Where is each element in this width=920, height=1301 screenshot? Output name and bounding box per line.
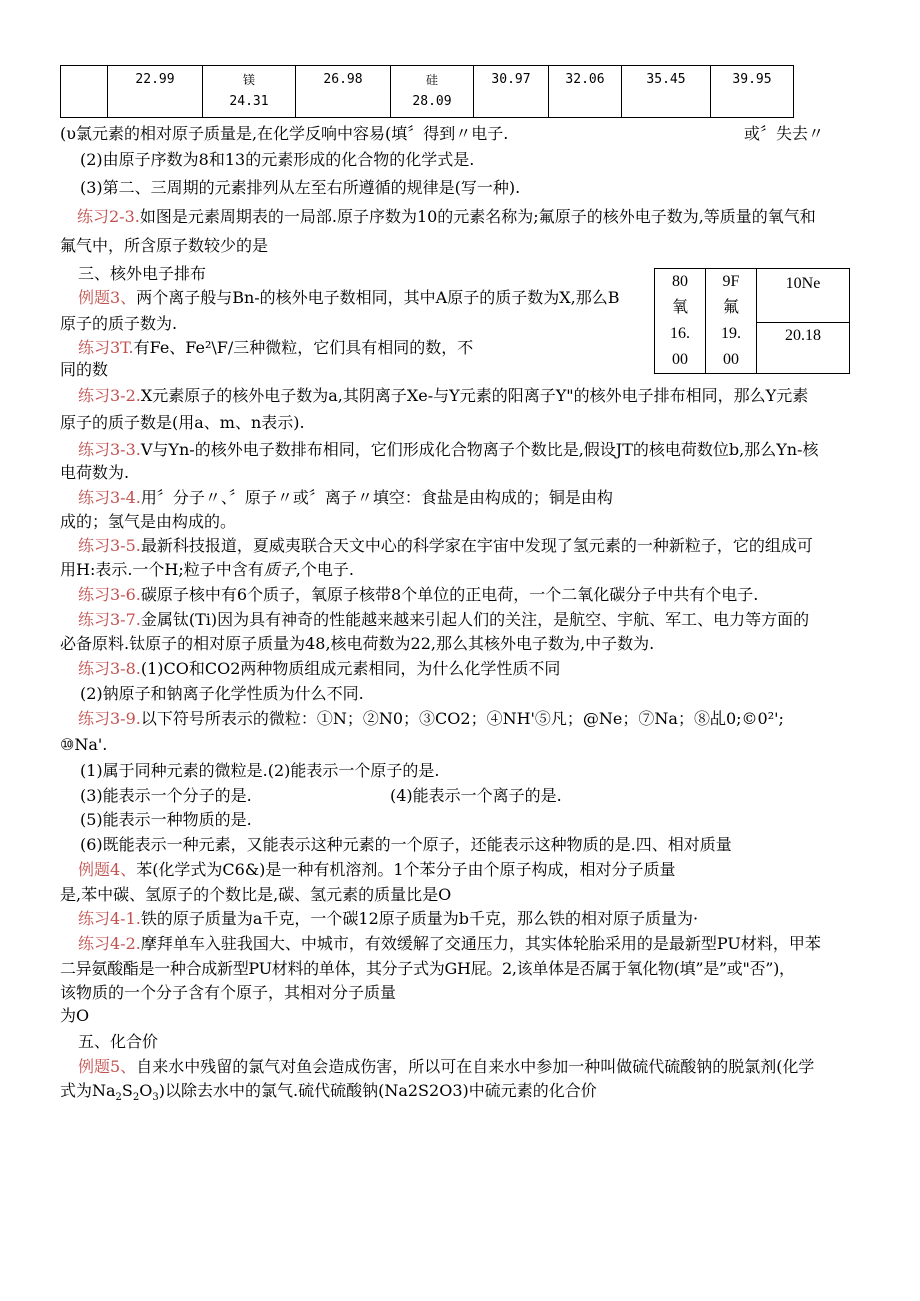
example-5 — [78, 1054, 868, 1080]
exercise-2-3 — [77, 204, 867, 230]
atomic-mass: 00 — [672, 351, 688, 368]
example-5-cont — [60, 1078, 860, 1111]
element-mass: 28.09 — [412, 94, 452, 109]
exercise-label: 练习3-9. — [78, 709, 141, 728]
example-text: 苯(化学式为C6&)是一种有机溶剂。1个苯分子由个原子构成，相对分子质量 — [136, 860, 676, 879]
exercise-3-4-cont: 成的；氢气是由构成的。 — [60, 512, 237, 531]
table-cell: 30.97 — [474, 66, 549, 118]
exercise-label: 练习3-6. — [78, 585, 141, 604]
question-1 — [60, 121, 860, 147]
question-3: (3)第二、三周期的元素排列从左至右所遵循的规律是(写一种). — [80, 178, 521, 197]
exercise-text: ,个电子. — [295, 560, 354, 579]
exercise-text: 金属钛(Ti)因为具有神奇的性能越来越来引起人们的关注，是航空、宇航、军工、电力等方面的 — [140, 610, 810, 629]
exercise-3-3-cont: 电荷数为. — [60, 463, 130, 482]
exercise-3-2-cont: 原子的质子数是(用a、m、n表示). — [60, 413, 305, 432]
exercise-3-5 — [78, 533, 868, 559]
exercise-text: V与Yn-的核外电子数排布相同，它们形成化合物离子个数比是,假设JT的核电荷数位b,那么Yn-核 — [140, 440, 819, 459]
question-1-option: 或〞失去〃 — [744, 124, 825, 143]
exercise-label: 练习3-4. — [78, 488, 141, 507]
exercise-text-italic: 质子 — [263, 560, 296, 579]
exercise-text: 有Fe、Fe²\F/三种微粒，它们具有相同的数，不 — [133, 338, 474, 357]
element-name: 氟 — [722, 299, 739, 316]
atomic-mass: 16. — [670, 325, 690, 342]
atomic-number: 10Ne — [785, 275, 821, 292]
subscript: 2 — [132, 1092, 140, 1104]
atomic-number: 9F — [722, 273, 740, 290]
table-cell: 32.06 — [549, 66, 622, 118]
exercise-3-9-cont: ⑩Na'. — [60, 735, 108, 754]
atomic-mass: 20.18 — [785, 326, 821, 344]
exercise-label: 练习3-7. — [78, 610, 141, 629]
exercise-3-8-q2: (2)钠原子和钠离子化学性质为什么不同. — [80, 684, 364, 703]
section-heading-3: 三、核外电子排布 — [78, 264, 207, 283]
table-cell: 26.98 — [296, 66, 391, 118]
exercise-label: 练习3-3. — [78, 440, 141, 459]
exercise-3-9-q3: (3)能表示一个分子的是. — [80, 786, 252, 805]
exercise-4-2 — [78, 931, 868, 957]
atomic-number: 80 — [672, 273, 688, 290]
table-cell: 22.99 — [108, 66, 203, 118]
element-mass-table — [60, 65, 794, 118]
element-mass: 24.31 — [229, 94, 269, 109]
atomic-mass: 19. — [721, 325, 741, 342]
exercise-3-7-cont: 必备原料.钛原子的相对原子质量为48,核电荷数为22,那么其核外电子数为,中子数为. — [60, 634, 655, 653]
exercise-text: 碳原子核中有6个质子，氧原子核带8个单位的正电荷，一个二氧化碳分子中共有个电子. — [140, 585, 759, 604]
table-cell: 39.95 — [711, 66, 794, 118]
exercise-text: (1)CO和CO2两种物质组成元素相同，为什么化学性质不同 — [140, 659, 561, 678]
exercise-3-2 — [78, 383, 868, 409]
example-4-cont: 是,苯中碳、氢原子的个数比是,碳、氢元素的质量比是O — [60, 885, 452, 904]
element-name: 硅 — [425, 73, 438, 87]
exercise-3-4 — [78, 485, 878, 511]
exercise-3-9-q4: (4)能表示一个离子的是. — [390, 786, 562, 805]
example-text: 式为Na — [60, 1081, 116, 1100]
exercise-4-2-cont: 二异氨酸酯是一种合成新型PU材料的单体，其分子式为GH屁。2,该单体是否属于氧化物(填”是”或"否”)， — [60, 959, 795, 978]
exercise-text: 最新科技报道，夏威夷联合天文中心的科学家在宇宙中发现了氢元素的一种新粒子，它的组成可 — [140, 536, 813, 555]
section-heading-5: 五、化合价 — [78, 1032, 159, 1051]
subscript: 2 — [115, 1092, 122, 1104]
example-3-cont: 原子的质子数为. — [60, 314, 178, 333]
exercise-text: 用〞分子〃、〞原子〃或〞离子〃填空：食盐是由构成的；铜是由构 — [140, 488, 613, 507]
exercise-text: 用H:表示.一个H;粒子中含有 — [60, 560, 264, 579]
atomic-mass: 00 — [723, 351, 739, 368]
exercise-3-6 — [78, 582, 868, 608]
exercise-text: 以下符号所表示的微粒：①N；②N0；③CO2；④NH'⑤凡；@Ne；⑦Na；⑧乩0;©0²'; — [140, 709, 784, 728]
example-label: 例题5、 — [78, 1057, 137, 1076]
exercise-3-1-cont: 同的数 — [60, 360, 109, 379]
example-text: S — [121, 1081, 133, 1100]
example-text: )以除去水中的氯气.硫代硫酸钠(Na2S2O3)中硫元素的化合价 — [158, 1081, 597, 1100]
question-2: (2)由原子序数为8和13的元素形成的化合物的化学式是. — [80, 150, 475, 169]
exercise-label: 练习4-1. — [78, 909, 141, 928]
exercise-label: 练习2-3. — [77, 207, 140, 226]
table-cell — [203, 66, 296, 118]
example-3 — [78, 285, 648, 311]
example-text: O — [139, 1081, 153, 1100]
exercise-3-8 — [78, 656, 878, 682]
exercise-text: X元素原子的核外电子数为a,其阴离子Xe-与Y元素的阳离子Y"的核外电子排布相同，那么Y元素 — [140, 386, 809, 405]
exercise-3-7 — [78, 607, 868, 633]
exercise-4-1 — [78, 906, 878, 932]
exercise-text: 如图是元素周期表的一局部.原子序数为10的元素名称为;氟原子的核外电子数为,等质量的氧气和 — [139, 207, 816, 226]
example-4 — [78, 857, 878, 883]
exercise-3-9-q6: (6)既能表示一种元素，又能表示这种元素的一个原子，还能表示这种物质的是.四、相对质量 — [80, 835, 732, 854]
exercise-label: 练习3-2. — [78, 386, 141, 405]
exercise-4-2-cont3: 为O — [60, 1006, 90, 1025]
element-name: 氧 — [671, 299, 688, 316]
exercise-3-5-cont — [60, 557, 860, 583]
exercise-label: 练习4-2. — [78, 934, 141, 953]
element-cell-neon — [757, 269, 850, 323]
exercise-2-3-cont: 氟气中，所含原子数较少的是 — [60, 236, 269, 255]
table-cell-empty — [61, 66, 108, 118]
question-text: (υ氯元素的相对原子质量是,在化学反响中容易(填〞得到〃电子. — [60, 124, 509, 143]
element-name: 镁 — [242, 73, 255, 87]
example-label: 例题4、 — [78, 860, 137, 879]
exercise-label: 练习3-8. — [78, 659, 141, 678]
exercise-3-9 — [78, 706, 868, 732]
example-text: 两个离子般与Bn-的核外电子数相同，其中A原子的质子数为X,那么B — [136, 288, 620, 307]
exercise-3-9-q5: (5)能表示一种物质的是. — [80, 810, 252, 829]
exercise-3-9-q1: (1)属于同种元素的微粒是.(2)能表示一个原子的是. — [80, 761, 440, 780]
example-label: 例题3、 — [78, 288, 137, 307]
table-cell — [391, 66, 474, 118]
exercise-text: 铁的原子质量为a千克，一个碳12原子质量为b千克，那么铁的相对原子质量为· — [140, 909, 699, 928]
table-cell: 35.45 — [622, 66, 711, 118]
exercise-label: 练习3T. — [78, 338, 134, 357]
exercise-label: 练习3-5. — [78, 536, 141, 555]
example-text: 自来水中残留的氯气对鱼会造成伤害，所以可在自来水中参加一种叫做硫代硫酸钠的脱氯剂(化学 — [136, 1057, 815, 1076]
exercise-4-2-cont2: 该物质的一个分子含有个原子，其相对分子质量 — [60, 983, 397, 1002]
exercise-text: 摩拜单车入驻我国大、中城市，有效缓解了交通压力，其实体轮胎采用的是最新型PU材料，甲苯 — [140, 934, 821, 953]
subscript: 3 — [152, 1092, 159, 1104]
